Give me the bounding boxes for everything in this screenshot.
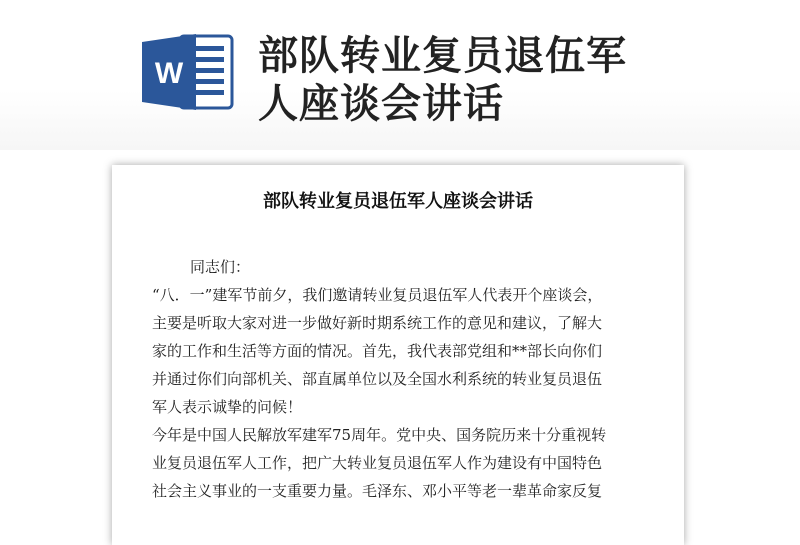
word-document-icon — [140, 32, 235, 112]
body-line: 社会主义事业的一支重要力量。毛泽东、邓小平等老一辈革命家反复 — [152, 482, 603, 500]
salutation: 同志们： — [190, 258, 251, 276]
body-line: “八．一”建军节前夕，我们邀请转业复员退伍军人代表开个座谈会， — [152, 286, 603, 304]
body-line: 业复员退伍军人工作，把广大转业复员退伍军人作为建设有中国特色 — [152, 454, 603, 472]
body-line: 主要是听取大家对进一步做好新时期系统工作的意见和建议，了解大 — [152, 314, 603, 332]
page-heading-line-1: 部队转业复员退伍军 — [258, 33, 627, 79]
body-line: 并通过你们向部机关、部直属单位以及全国水利系统的转业复员退伍 — [152, 370, 603, 388]
body-line: 军人表示诚挚的问候！ — [152, 398, 303, 416]
body-line: 今年是中国人民解放军建军75周年。党中央、国务院历来十分重视转 — [152, 426, 607, 444]
document-title: 部队转业复员退伍军人座谈会讲话 — [263, 191, 533, 212]
document-page — [112, 165, 684, 545]
word-logo-letter: W — [154, 57, 184, 90]
document-body — [152, 253, 652, 505]
page-heading — [258, 32, 778, 128]
page-heading-line-2: 人座谈会讲话 — [258, 81, 504, 127]
body-line: 家的工作和生活等方面的情况。首先，我代表部党组和**部长向你们 — [152, 342, 603, 360]
